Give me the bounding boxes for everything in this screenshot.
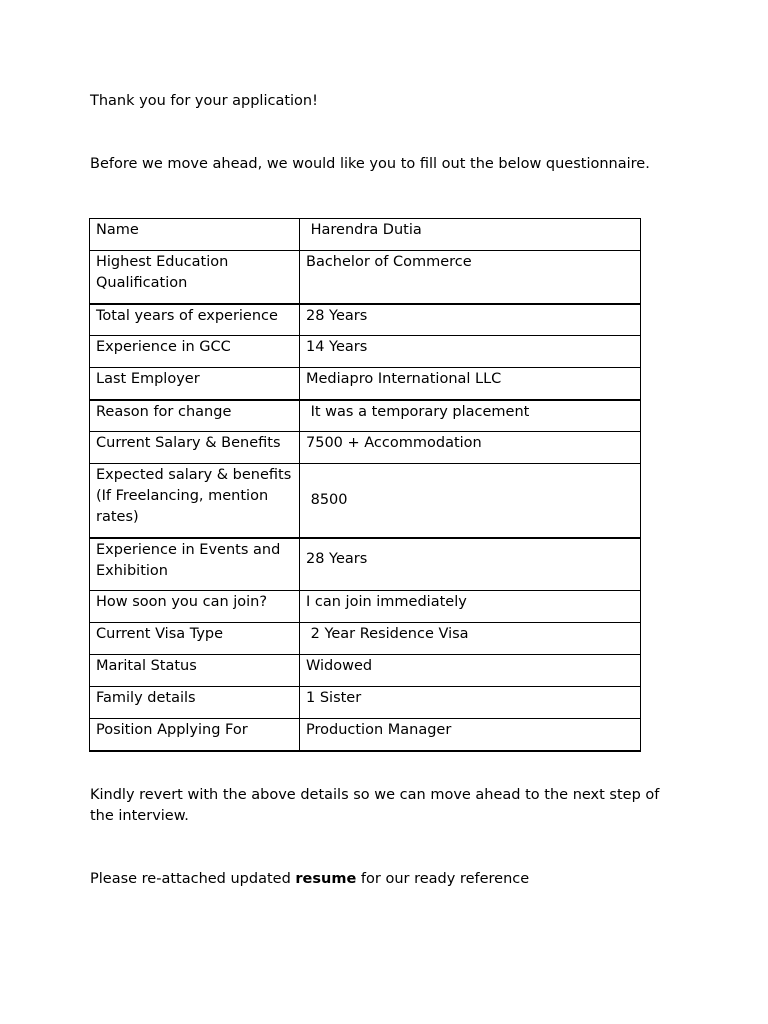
- row-label-gcc-experience: Experience in GCC: [90, 336, 300, 368]
- table-row: [90, 464, 641, 538]
- row-value-family-details: 1 Sister: [300, 687, 641, 719]
- row-value-reason-for-change: It was a temporary placement: [300, 400, 641, 432]
- row-label-visa-type: Current Visa Type: [90, 623, 300, 655]
- row-value-marital-status: Widowed: [300, 655, 641, 687]
- row-value-visa-type: 2 Year Residence Visa: [300, 623, 641, 655]
- resume-request-prefix: Please re-attached updated: [90, 871, 296, 887]
- resume-keyword: resume: [295, 871, 357, 887]
- table-row: [90, 591, 641, 623]
- table-row: [90, 655, 641, 687]
- row-label-expected-salary: Expected salary & benefits (If Freelancing, mention rates): [90, 464, 300, 538]
- row-label-last-employer: Last Employer: [90, 368, 300, 400]
- row-label-current-salary: Current Salary & Benefits: [90, 432, 300, 464]
- row-label-total-experience: Total years of experience: [90, 304, 300, 336]
- row-value-total-experience: 28 Years: [300, 304, 641, 336]
- row-value-events-experience: 28 Years: [300, 538, 641, 591]
- table-row: [90, 687, 641, 719]
- table-row: [90, 623, 641, 655]
- row-value-current-salary: 7500 + Accommodation: [300, 432, 641, 464]
- row-value-name: Harendra Dutia: [300, 219, 641, 251]
- row-value-gcc-experience: 14 Years: [300, 336, 641, 368]
- table-row: [90, 251, 641, 304]
- table-row: [90, 538, 641, 591]
- table-row: [90, 432, 641, 464]
- row-label-name: Name: [90, 219, 300, 251]
- resume-request-text: [90, 869, 529, 890]
- thank-you-text: Thank you for your application!: [90, 93, 318, 109]
- questionnaire-intro-text: Before we move ahead, we would like you to fill out the below questionnaire.: [90, 156, 650, 172]
- table-row: [90, 400, 641, 432]
- row-label-family-details: Family details: [90, 687, 300, 719]
- table-row: [90, 336, 641, 368]
- row-label-joining-time: How soon you can join?: [90, 591, 300, 623]
- row-label-reason-for-change: Reason for change: [90, 400, 300, 432]
- row-label-education: Highest Education Qualification: [90, 251, 300, 304]
- row-value-education: Bachelor of Commerce: [300, 251, 641, 304]
- row-value-position: Production Manager: [300, 719, 641, 751]
- table-row: [90, 719, 641, 751]
- table-row: [90, 219, 641, 251]
- table-row: [90, 368, 641, 400]
- table-row: [90, 304, 641, 336]
- row-label-marital-status: Marital Status: [90, 655, 300, 687]
- row-value-last-employer: Mediapro International LLC: [300, 368, 641, 400]
- revert-request-text: Kindly revert with the above details so we can move ahead to the next step of the interview.: [90, 787, 660, 824]
- row-label-events-experience: Experience in Events and Exhibition: [90, 538, 300, 591]
- questionnaire-table: [89, 218, 641, 752]
- row-value-joining-time: I can join immediately: [300, 591, 641, 623]
- row-label-position: Position Applying For: [90, 719, 300, 751]
- resume-request-suffix: for our ready reference: [356, 871, 530, 887]
- row-value-expected-salary: 8500: [300, 464, 641, 538]
